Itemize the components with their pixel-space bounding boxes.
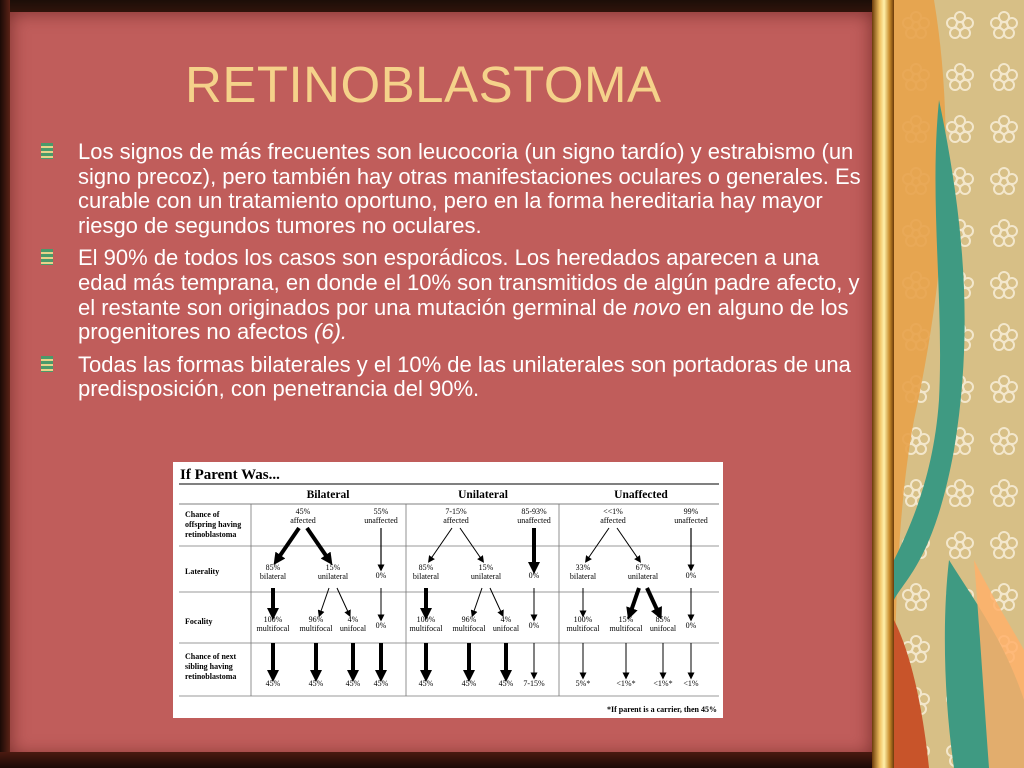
bullet-citation: (6). [314,319,348,345]
cell-value: 0% [375,621,387,630]
cell-value: unifocal [339,624,367,633]
figure-title: If Parent Was... [180,467,280,483]
column-header: Unaffected [614,489,668,501]
bullet-item [40,140,870,238]
cell-value: 55% [373,507,389,516]
flow-arrow [277,528,299,560]
cell-value: affected [600,516,626,525]
cell-value: multifocal [409,624,443,633]
row-label: Chance of [185,510,220,519]
bullet-text-italic: novo [633,294,681,320]
cell-value: 96% [461,615,477,624]
bullet-icon [40,248,54,266]
row-label: Focality [185,617,213,626]
cell-value: bilateral [569,572,597,581]
cell-value: 100% [263,615,283,624]
cell-value: unaffected [517,516,551,525]
cell-value: 100% [573,615,593,624]
bullet-icon [40,142,54,160]
cell-value: 0% [528,571,540,580]
cell-value: unilateral [627,572,659,581]
frame-bottom [0,752,880,768]
row-label: Chance of next [185,652,237,661]
cell-value: <1%* [653,679,673,688]
cell-value: 5%* [575,679,591,688]
column-header: Unilateral [458,489,508,501]
cell-value: affected [443,516,469,525]
cell-value: 45% [498,679,514,688]
cell-value: unifocal [492,624,520,633]
cell-value: unaffected [364,516,398,525]
cell-value: 100% [416,615,436,624]
bullet-list [40,140,870,410]
bullet-item [40,353,870,402]
cell-value: 99% [683,507,699,516]
cell-value: 0% [685,571,697,580]
row-label: Laterality [185,567,220,576]
cell-value: 45% [345,679,361,688]
floral-pattern-graphic [894,0,1024,768]
flow-arrow [617,528,639,560]
row-label: retinoblastoma [185,672,237,681]
cell-value: 85% [265,563,281,572]
inheritance-diagram [173,462,723,718]
figure-footnote: *If parent is a carrier, then 45% [607,705,717,714]
cell-value: unilateral [317,572,349,581]
cell-value: 45% [373,679,389,688]
cell-value: unilateral [470,572,502,581]
cell-value: multifocal [256,624,290,633]
slide-title: RETINOBLASTOMA [185,56,662,113]
row-label: retinoblastoma [185,530,237,539]
inheritance-figure [173,462,723,718]
cell-value: 4% [347,615,359,624]
cell-value: 0% [375,571,387,580]
cell-value: 0% [528,621,540,630]
cell-value: 45% [295,507,311,516]
cell-value: multifocal [452,624,486,633]
cell-value: affected [290,516,316,525]
flow-arrow [430,528,452,560]
cell-value: 15% [478,563,494,572]
column-header: Bilateral [306,489,350,501]
cell-value: 85-93% [521,507,547,516]
cell-value: 45% [265,679,281,688]
cell-value: 7-15% [445,507,467,516]
cell-value: 15% [618,615,634,624]
bullet-text: Todas las formas bilaterales y el 10% de las unilaterales son portadoras de una predisposición, con penetrancia del 90%. [78,351,851,402]
cell-value: 15% [325,563,341,572]
cell-value: <1% [683,679,699,688]
bullet-icon [40,355,54,373]
cell-value: bilateral [412,572,440,581]
decorative-pattern-panel [894,0,1024,768]
flow-arrow [460,528,482,560]
cell-value: 85% [655,615,671,624]
cell-value: <1%* [616,679,636,688]
frame-left [0,0,10,768]
bullet-item [40,246,870,344]
gold-border-strip [872,0,894,768]
cell-value: 33% [575,563,591,572]
cell-value: 67% [635,563,651,572]
cell-value: 85% [418,563,434,572]
bullet-text: El 90% de todos los casos son esporádicos. Los heredados aparecen a una edad más temprana, en donde el 10% son transmitidos de algún padre afecto, y el restante son originados por una mutación germinal de [78,245,860,320]
cell-value: multifocal [299,624,333,633]
flow-arrow [307,528,329,560]
cell-value: 7-15% [523,679,545,688]
cell-value: 4% [500,615,512,624]
cell-value: bilateral [259,572,287,581]
cell-value: 45% [418,679,434,688]
cell-value: 96% [308,615,324,624]
cell-value: 0% [685,621,697,630]
bullet-text: Los signos de más frecuentes son leucocoria (un signo tardío) y estrabismo (un signo precoz), pero también hay otras manifestaciones oculares o generales. Es curable con un tratamiento oportuno, pero en la forma hereditaria hay mayor riesgo de segundos tumores no oculares. [78,139,861,238]
bullet-text: en alguno de los progenitores no afectos [78,294,849,345]
cell-value: multifocal [609,624,643,633]
row-label: sibling having [185,662,233,671]
cell-value: unifocal [649,624,677,633]
cell-value: <<1% [603,507,623,516]
cell-value: 45% [308,679,324,688]
cell-value: unaffected [674,516,708,525]
cell-value: multifocal [566,624,600,633]
cell-value: 45% [461,679,477,688]
row-label: offspring having [185,520,242,529]
flow-arrow [587,528,609,560]
